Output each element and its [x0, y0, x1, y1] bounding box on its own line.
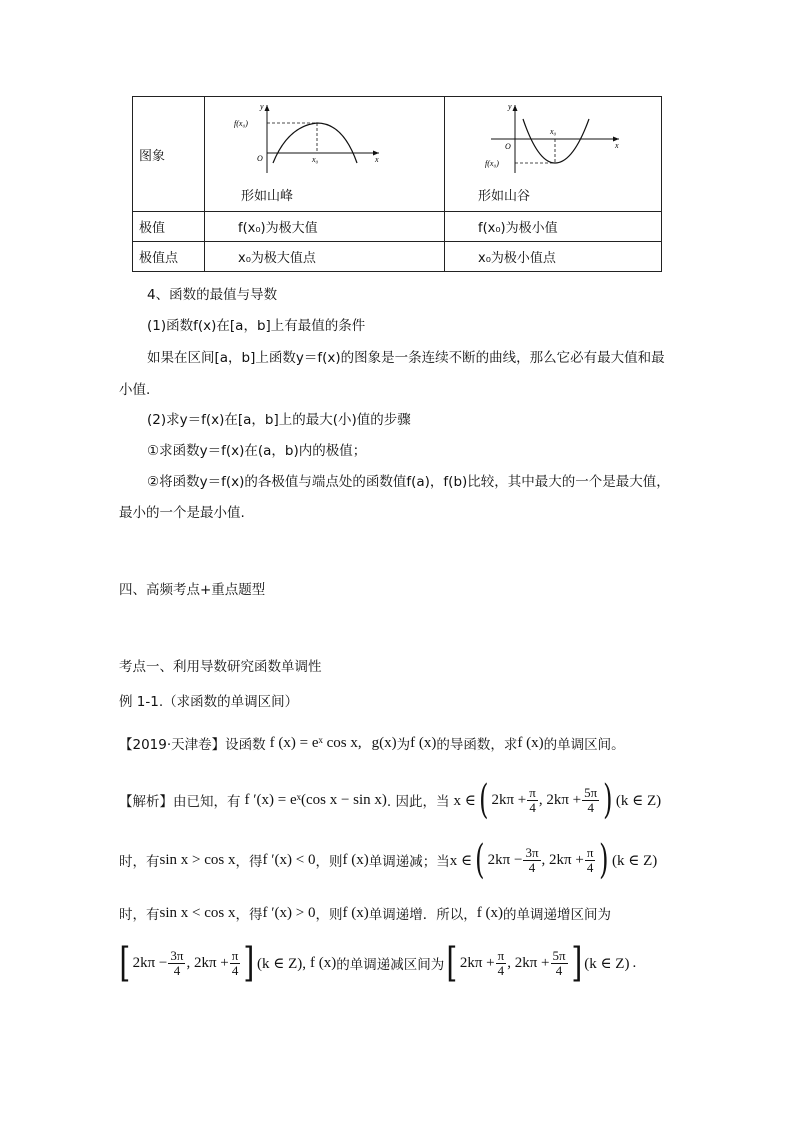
- solution-expr: (k ∈ Z): [612, 852, 658, 869]
- denominator: 4: [529, 799, 536, 815]
- max-value-cell: f(x₀)为极大值: [205, 212, 445, 242]
- left-bracket: [: [119, 940, 131, 986]
- numerator: π: [497, 947, 505, 963]
- solution-line-2: [119, 838, 657, 882]
- solution-text: 时，有: [119, 854, 160, 870]
- valley-curve: [523, 119, 589, 163]
- solution-text: ，得: [235, 907, 263, 923]
- solution-expr: f ′(x) > 0: [262, 904, 316, 921]
- section4-p4: ①求函数y＝f(x)在(a，b)内的极值；: [147, 443, 367, 459]
- y-label: y: [508, 102, 512, 111]
- solution-expr: f (x): [476, 904, 503, 921]
- solution-line-3: [119, 903, 611, 923]
- solution-expr: f (x): [342, 851, 369, 868]
- fx0-label: f(x₀): [485, 159, 499, 168]
- kaodian-title: 考点一、利用导数研究函数单调性: [119, 659, 322, 675]
- fraction: [582, 786, 599, 814]
- x0-label: x₀: [312, 155, 319, 164]
- solution-text: ，则: [315, 854, 343, 870]
- solution-expr: (k ∈ Z): [584, 955, 630, 972]
- numerator: 5π: [552, 947, 566, 963]
- row-label-extremum-point: 极值点: [133, 242, 205, 272]
- numerator: π: [231, 947, 239, 963]
- section-four-title: 四、高频考点+重点题型: [119, 582, 266, 598]
- left-paren: (: [475, 837, 485, 883]
- solution-expr: , 2kπ +: [186, 954, 229, 971]
- problem-text: 的导函数，求: [436, 737, 518, 753]
- numerator: π: [529, 784, 536, 800]
- solution-text: 由已知，有: [173, 794, 241, 810]
- section4-p5b: 最小的一个是最小值.: [119, 505, 245, 521]
- extremum-table: [132, 96, 662, 272]
- solution-expr: (k ∈ Z),: [256, 955, 306, 972]
- denominator: 4: [586, 859, 594, 875]
- solution-expr: , 2kπ +: [538, 791, 582, 808]
- problem-text: 设函数: [225, 737, 266, 753]
- solution-expr: (k ∈ Z): [615, 792, 662, 809]
- table-row-extremum-point: [133, 242, 662, 272]
- origin-label: O: [505, 142, 511, 151]
- fraction: [523, 846, 540, 874]
- section4-p2b: 小值.: [119, 382, 151, 398]
- denominator: 4: [555, 962, 563, 978]
- problem-expr: f (x): [517, 734, 544, 751]
- solution-expr: sin x < cos x: [159, 904, 236, 921]
- solution-expr: , 2kπ +: [541, 851, 584, 868]
- peak-caption: 形如山峰: [241, 189, 294, 204]
- fraction: [496, 949, 507, 977]
- numerator: 3π: [170, 947, 184, 963]
- denominator: 4: [231, 962, 239, 978]
- y-axis-arrow: [265, 105, 270, 111]
- right-paren: ): [603, 777, 613, 823]
- problem-text: 的单调区间。: [543, 737, 625, 753]
- y-label: y: [260, 102, 264, 111]
- left-bracket: [: [446, 940, 458, 986]
- min-point-cell: x₀为极小值点: [445, 242, 662, 272]
- solution-expr: 2kπ −: [132, 954, 168, 971]
- right-bracket: ]: [243, 940, 255, 986]
- max-point-cell: x₀为极大值点: [205, 242, 445, 272]
- solution-expr: f ′(x) < 0: [262, 851, 316, 868]
- problem-source: 【2019·天津卷】: [119, 737, 226, 753]
- min-value-cell: f(x₀)为极小值: [445, 212, 662, 242]
- solution-expr: f (x): [309, 954, 337, 971]
- example-title: 例 1-1.（求函数的单调区间）: [119, 694, 299, 710]
- y-axis-arrow: [513, 105, 518, 111]
- numerator: π: [586, 844, 594, 860]
- solution-head: 【解析】: [119, 794, 173, 810]
- fx0-label: f(x₀): [234, 119, 248, 128]
- row-label-extremum: 极值: [133, 212, 205, 242]
- section4-p2a: 如果在区间[a，b]上函数y＝f(x)的图象是一条连续不断的曲线，那么它必有最大值和最: [147, 350, 665, 366]
- denominator: 4: [587, 799, 594, 815]
- solution-expr: f (x): [342, 904, 369, 921]
- fraction: [551, 949, 568, 977]
- solution-expr: , 2kπ +: [507, 954, 550, 971]
- valley-graph: [473, 101, 623, 176]
- section4-p1: (1)函数f(x)在[a，b]上有最值的条件: [147, 318, 366, 334]
- solution-text: 的单调递增区间为: [502, 907, 611, 923]
- x-label: x: [375, 155, 379, 164]
- solution-end: .: [632, 954, 637, 971]
- left-paren: (: [478, 777, 489, 823]
- denominator: 4: [173, 962, 181, 978]
- problem-line: [119, 733, 625, 753]
- section4-p5a: ②将函数y＝f(x)的各极值与端点处的函数值f(a)，f(b)比较，其中最大的一个是最大值，: [147, 474, 670, 490]
- problem-text: 为: [396, 737, 411, 753]
- table-row-graph: [133, 97, 662, 212]
- solution-text: 时，有: [119, 907, 160, 923]
- solution-expr: f ′(x) = eˣ(cos x − sin x): [244, 791, 387, 808]
- fraction: [585, 846, 596, 874]
- solution-expr: 2kπ +: [459, 954, 495, 971]
- problem-expr: f (x): [410, 734, 437, 751]
- solution-expr: x ∈: [453, 792, 476, 809]
- fraction: [168, 949, 185, 977]
- denominator: 4: [528, 859, 536, 875]
- problem-expr: g(x): [371, 734, 397, 751]
- solution-line-4: [117, 940, 636, 986]
- x0-label: x₀: [550, 127, 557, 136]
- solution-text: 单调递减；当: [368, 854, 450, 870]
- peak-graph: [233, 101, 383, 176]
- denominator: 4: [497, 962, 505, 978]
- section4-title: 4、函数的最值与导数: [147, 287, 278, 303]
- valley-caption: 形如山谷: [478, 189, 531, 204]
- solution-text: . 因此，当: [386, 794, 450, 810]
- solution-expr: sin x > cos x: [159, 851, 236, 868]
- solution-expr: x ∈: [449, 852, 473, 869]
- solution-expr: 2kπ −: [487, 851, 523, 868]
- solution-text: 的单调递减区间为: [336, 957, 445, 973]
- solution-text: 单调递增．所以，: [368, 907, 477, 923]
- right-paren: ): [599, 837, 609, 883]
- x-label: x: [615, 141, 619, 150]
- origin-label: O: [257, 154, 263, 163]
- numerator: 3π: [525, 844, 539, 860]
- fraction: [527, 786, 538, 814]
- solution-line-1: [119, 778, 661, 822]
- solution-expr: 2kπ +: [491, 791, 527, 808]
- fraction: [230, 949, 241, 977]
- row-label-graph: 图象: [133, 97, 205, 212]
- table-row-extremum: [133, 212, 662, 242]
- min-graph-cell: [445, 97, 662, 212]
- numerator: 5π: [584, 784, 598, 800]
- max-graph-cell: [205, 97, 445, 212]
- problem-expr: f (x) = eˣ cos x,: [269, 734, 362, 751]
- solution-text: ，得: [235, 854, 263, 870]
- solution-text: ，则: [315, 907, 343, 923]
- section4-p3: (2)求y＝f(x)在[a，b]上的最大(小)值的步骤: [147, 412, 411, 428]
- right-bracket: ]: [570, 940, 582, 986]
